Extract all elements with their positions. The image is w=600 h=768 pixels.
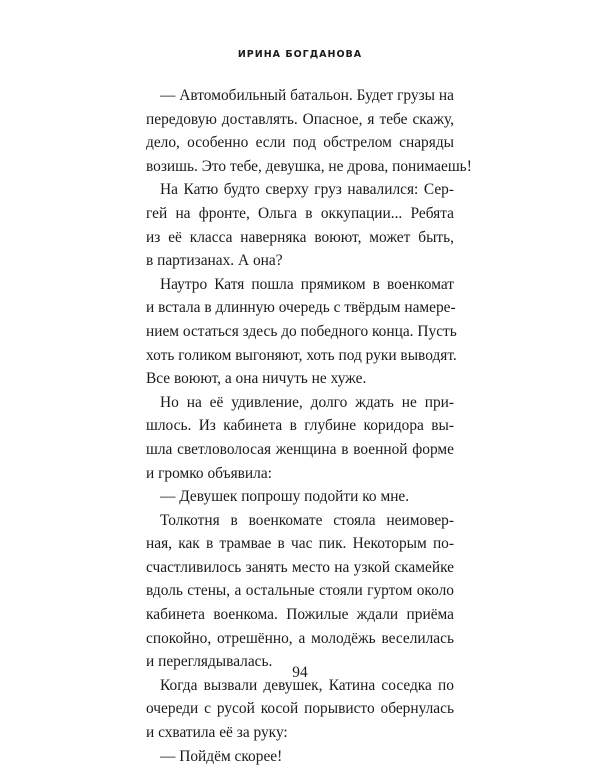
text-line: счастливилось занять место на узкой скамейке [146, 558, 454, 576]
text-line: Толкотня в военкомате стояла неимовер- [160, 511, 454, 529]
text-line: передовую доставлять. Опасное, я тебе скажу, [146, 110, 454, 128]
text-line: очереди с русой косой порывисто обернулась [146, 700, 454, 718]
text-line: в партизанах. А она? [146, 252, 283, 270]
text-line: хоть голиком выгоняют, хоть под руки выводят. [146, 346, 457, 364]
text-line: нием остаться здесь до победного конца. Пусть [146, 322, 457, 340]
text-line: — Автомобильный батальон. Будет грузы на [160, 87, 454, 104]
text-line: и схватила её за руку: [146, 724, 288, 742]
text-line: возишь. Это тебе, девушка, не дрова, понимаешь! [146, 157, 472, 175]
text-line: ная, как в трамвае в час пик. Некоторым по- [146, 535, 454, 553]
text-line: Все воюют, а она ничуть не хуже. [146, 370, 367, 388]
text-line: — Девушек попрошу подойти ко мне. [160, 488, 410, 506]
text-line: Но на её удивление, долго ждать не при- [160, 393, 454, 411]
text-line: из её класса наверняка воюют, может быть, [146, 228, 454, 246]
text-line: кабинета военкома. Пожилые ждали приёма [146, 606, 454, 624]
running-head: ИРИНА БОГДАНОВА [237, 49, 363, 60]
text-line: дело, особенно если под обстрелом снаряды [146, 134, 454, 152]
text-line: и переглядывалась. [146, 653, 273, 671]
text-line: Когда вызвали девушек, Катина соседка по [160, 676, 454, 694]
text-line: и громко объявила: [146, 464, 272, 482]
text-line: На Катю будто сверху груз навалился: Сер- [160, 181, 454, 199]
page-number: 94 [292, 664, 308, 681]
text-line: и встала в длинную очередь с твёрдым намере- [146, 299, 456, 317]
text-line: вдоль стены, а остальные стояли гуртом около [146, 582, 454, 600]
text-line: шла светловолосая женщина в военной форме [146, 440, 454, 458]
text-line: гей на фронте, Ольга в оккупации... Ребята [146, 204, 454, 222]
text-line: — Пойдём скорее! [160, 747, 283, 765]
text-line: Наутро Катя пошла прямиком в военкомат [160, 275, 454, 293]
text-line: шлось. Из кабинета в глубине коридора вы- [146, 417, 454, 435]
text-line: спокойно, отрешённо, а молодёжь веселилась [146, 629, 454, 647]
